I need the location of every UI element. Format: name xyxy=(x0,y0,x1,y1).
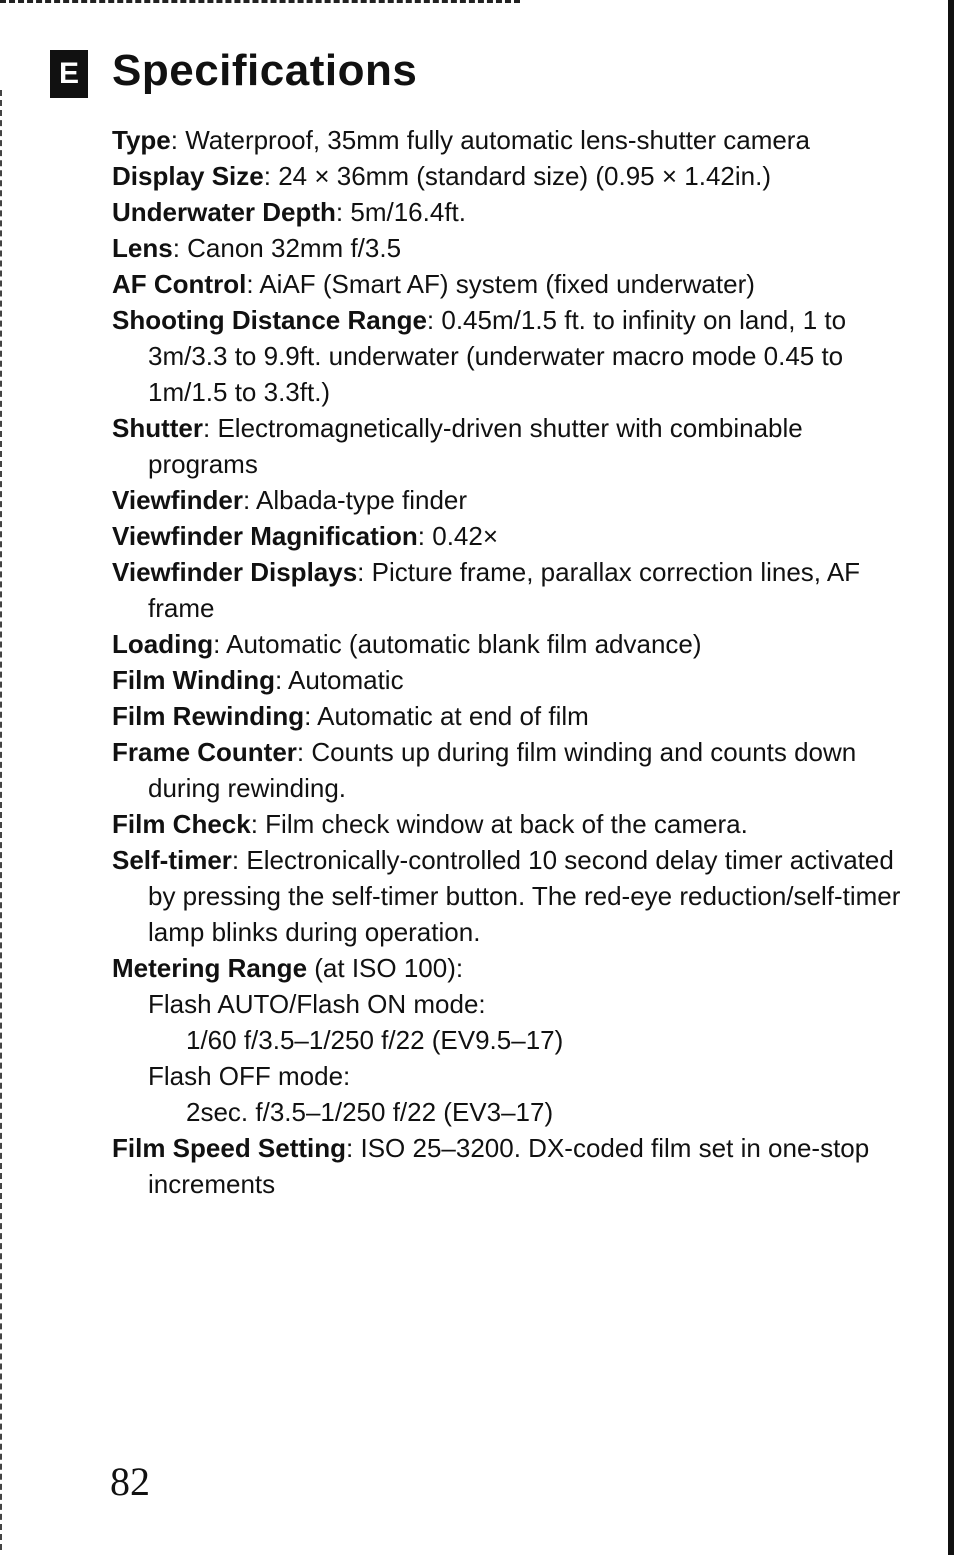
left-binding-dashes xyxy=(0,90,2,1550)
spec-type: Type: Waterproof, 35mm fully automatic lens-shutter camera xyxy=(112,125,810,155)
spec-list xyxy=(112,122,902,1202)
spec-viewfinder: Viewfinder: Albada-type finder xyxy=(112,485,468,515)
spec-af-control: AF Control: AiAF (Smart AF) system (fixed underwater) xyxy=(112,269,755,299)
top-dashed-rule xyxy=(0,0,520,3)
spec-underwater-depth: Underwater Depth: 5m/16.4ft. xyxy=(112,197,466,227)
spec-lens: Lens: Canon 32mm f/3.5 xyxy=(112,233,402,263)
spec-shooting-distance-range: Shooting Distance Range: 0.45m/1.5 ft. to infinity on land, 1 to 3m/3.3 to 9.9ft. underwater (underwater macro mode 0.45 to 1m/1.5 to 3.3ft.) xyxy=(112,305,847,407)
metering-flash-auto-label: Flash AUTO/Flash ON mode: xyxy=(148,989,486,1019)
right-page-edge xyxy=(948,0,954,1555)
spec-viewfinder-magnification: Viewfinder Magnification: 0.42× xyxy=(112,521,499,551)
language-badge-icon: E xyxy=(50,50,88,98)
spec-viewfinder-displays: Viewfinder Displays: Picture frame, parallax correction lines, AF frame xyxy=(112,557,861,623)
spec-frame-counter: Frame Counter: Counts up during film winding and counts down during rewinding. xyxy=(112,737,857,803)
spec-film-winding: Film Winding: Automatic xyxy=(112,665,404,695)
page-number: 82 xyxy=(110,1459,150,1504)
spec-film-check: Film Check: Film check window at back of the camera. xyxy=(112,809,748,839)
spec-metering-range: Metering Range (at ISO 100): xyxy=(112,953,464,983)
page-title: Specifications xyxy=(112,46,418,95)
spec-loading: Loading: Automatic (automatic blank film advance) xyxy=(112,629,702,659)
spec-shutter: Shutter: Electromagnetically-driven shutter with combinable programs xyxy=(112,413,803,479)
metering-flash-off-label: Flash OFF mode: xyxy=(148,1061,351,1091)
spec-display-size: Display Size: 24 × 36mm (standard size) (0.95 × 1.42in.) xyxy=(112,161,771,191)
spec-film-speed-setting: Film Speed Setting: ISO 25–3200. DX-coded film set in one-stop increments xyxy=(112,1133,870,1199)
page-header xyxy=(50,44,417,98)
spec-film-rewinding: Film Rewinding: Automatic at end of film xyxy=(112,701,589,731)
metering-flash-auto-value: 1/60 f/3.5–1/250 f/22 (EV9.5–17) xyxy=(186,1025,564,1055)
metering-flash-off-value: 2sec. f/3.5–1/250 f/22 (EV3–17) xyxy=(186,1097,554,1127)
spec-self-timer: Self-timer: Electronically-controlled 10 second delay timer activated by pressing the self-timer button. The red-eye reduction/self-timer lamp blinks during operation. xyxy=(112,845,901,947)
